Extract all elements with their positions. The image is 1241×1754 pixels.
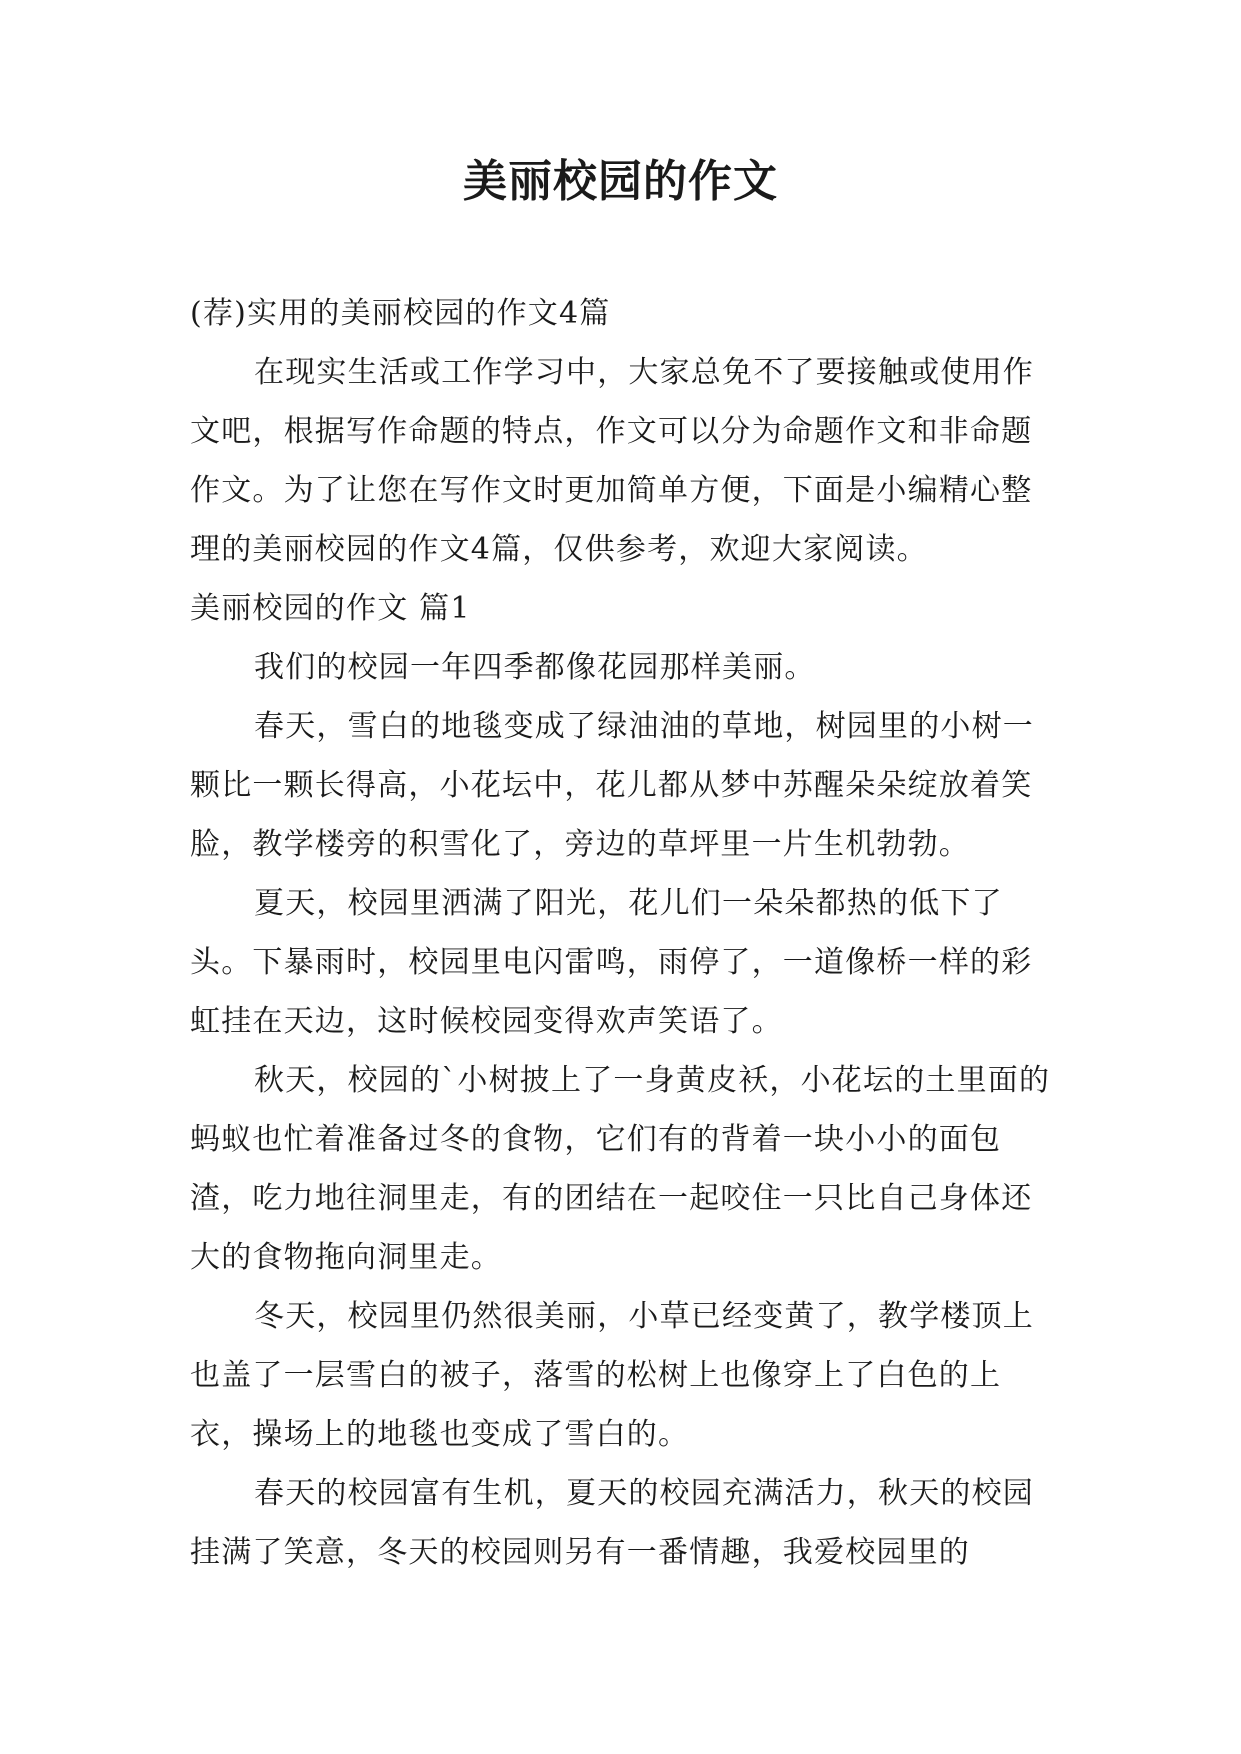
intro-paragraph: 在现实生活或工作学习中，大家总免不了要接触或使用作文吧，根据写作命题的特点，作文可以分为命题作文和非命题作文。为了让您在写作文时更加简单方便，下面是小编精心整理的美丽校园的作文4篇，仅供参考，欢迎大家阅读。 — [190, 355, 1034, 567]
document-subtitle: (荐)实用的美丽校园的作文4篇 — [190, 296, 611, 331]
section-heading: 美丽校园的作文 篇1 — [190, 591, 471, 626]
paragraph: 秋天，校园的`小树披上了一身黄皮袄，小花坛的土里面的蚂蚁也忙着准备过冬的食物，它们有的背着一块小小的面包渣，吃力地往洞里走，有的团结在一起咬住一只比自己身体还大的食物拖向洞里走。 — [190, 1063, 1051, 1275]
paragraph: 我们的校园一年四季都像花园那样美丽。 — [254, 650, 816, 685]
document-body — [190, 284, 1052, 1582]
paragraph: 春天，雪白的地毯变成了绿油油的草地，树园里的小树一颗比一颗长得高，小花坛中，花儿都从梦中苏醒朵朵绽放着笑脸，教学楼旁的积雪化了，旁边的草坪里一片生机勃勃。 — [190, 709, 1034, 862]
paragraph: 冬天，校园里仍然很美丽，小草已经变黄了，教学楼顶上也盖了一层雪白的被子，落雪的松树上也像穿上了白色的上衣，操场上的地毯也变成了雪白的。 — [190, 1299, 1034, 1452]
paragraph: 春天的校园富有生机，夏天的校园充满活力，秋天的校园挂满了笑意，冬天的校园则另有一番情趣，我爱校园里的 — [190, 1476, 1034, 1570]
document-title: 美丽校园的作文 — [463, 156, 778, 207]
paragraph: 夏天，校园里洒满了阳光，花儿们一朵朵都热的低下了头。下暴雨时，校园里电闪雷鸣，雨停了，一道像桥一样的彩虹挂在天边，这时候校园变得欢声笑语了。 — [190, 886, 1033, 1039]
